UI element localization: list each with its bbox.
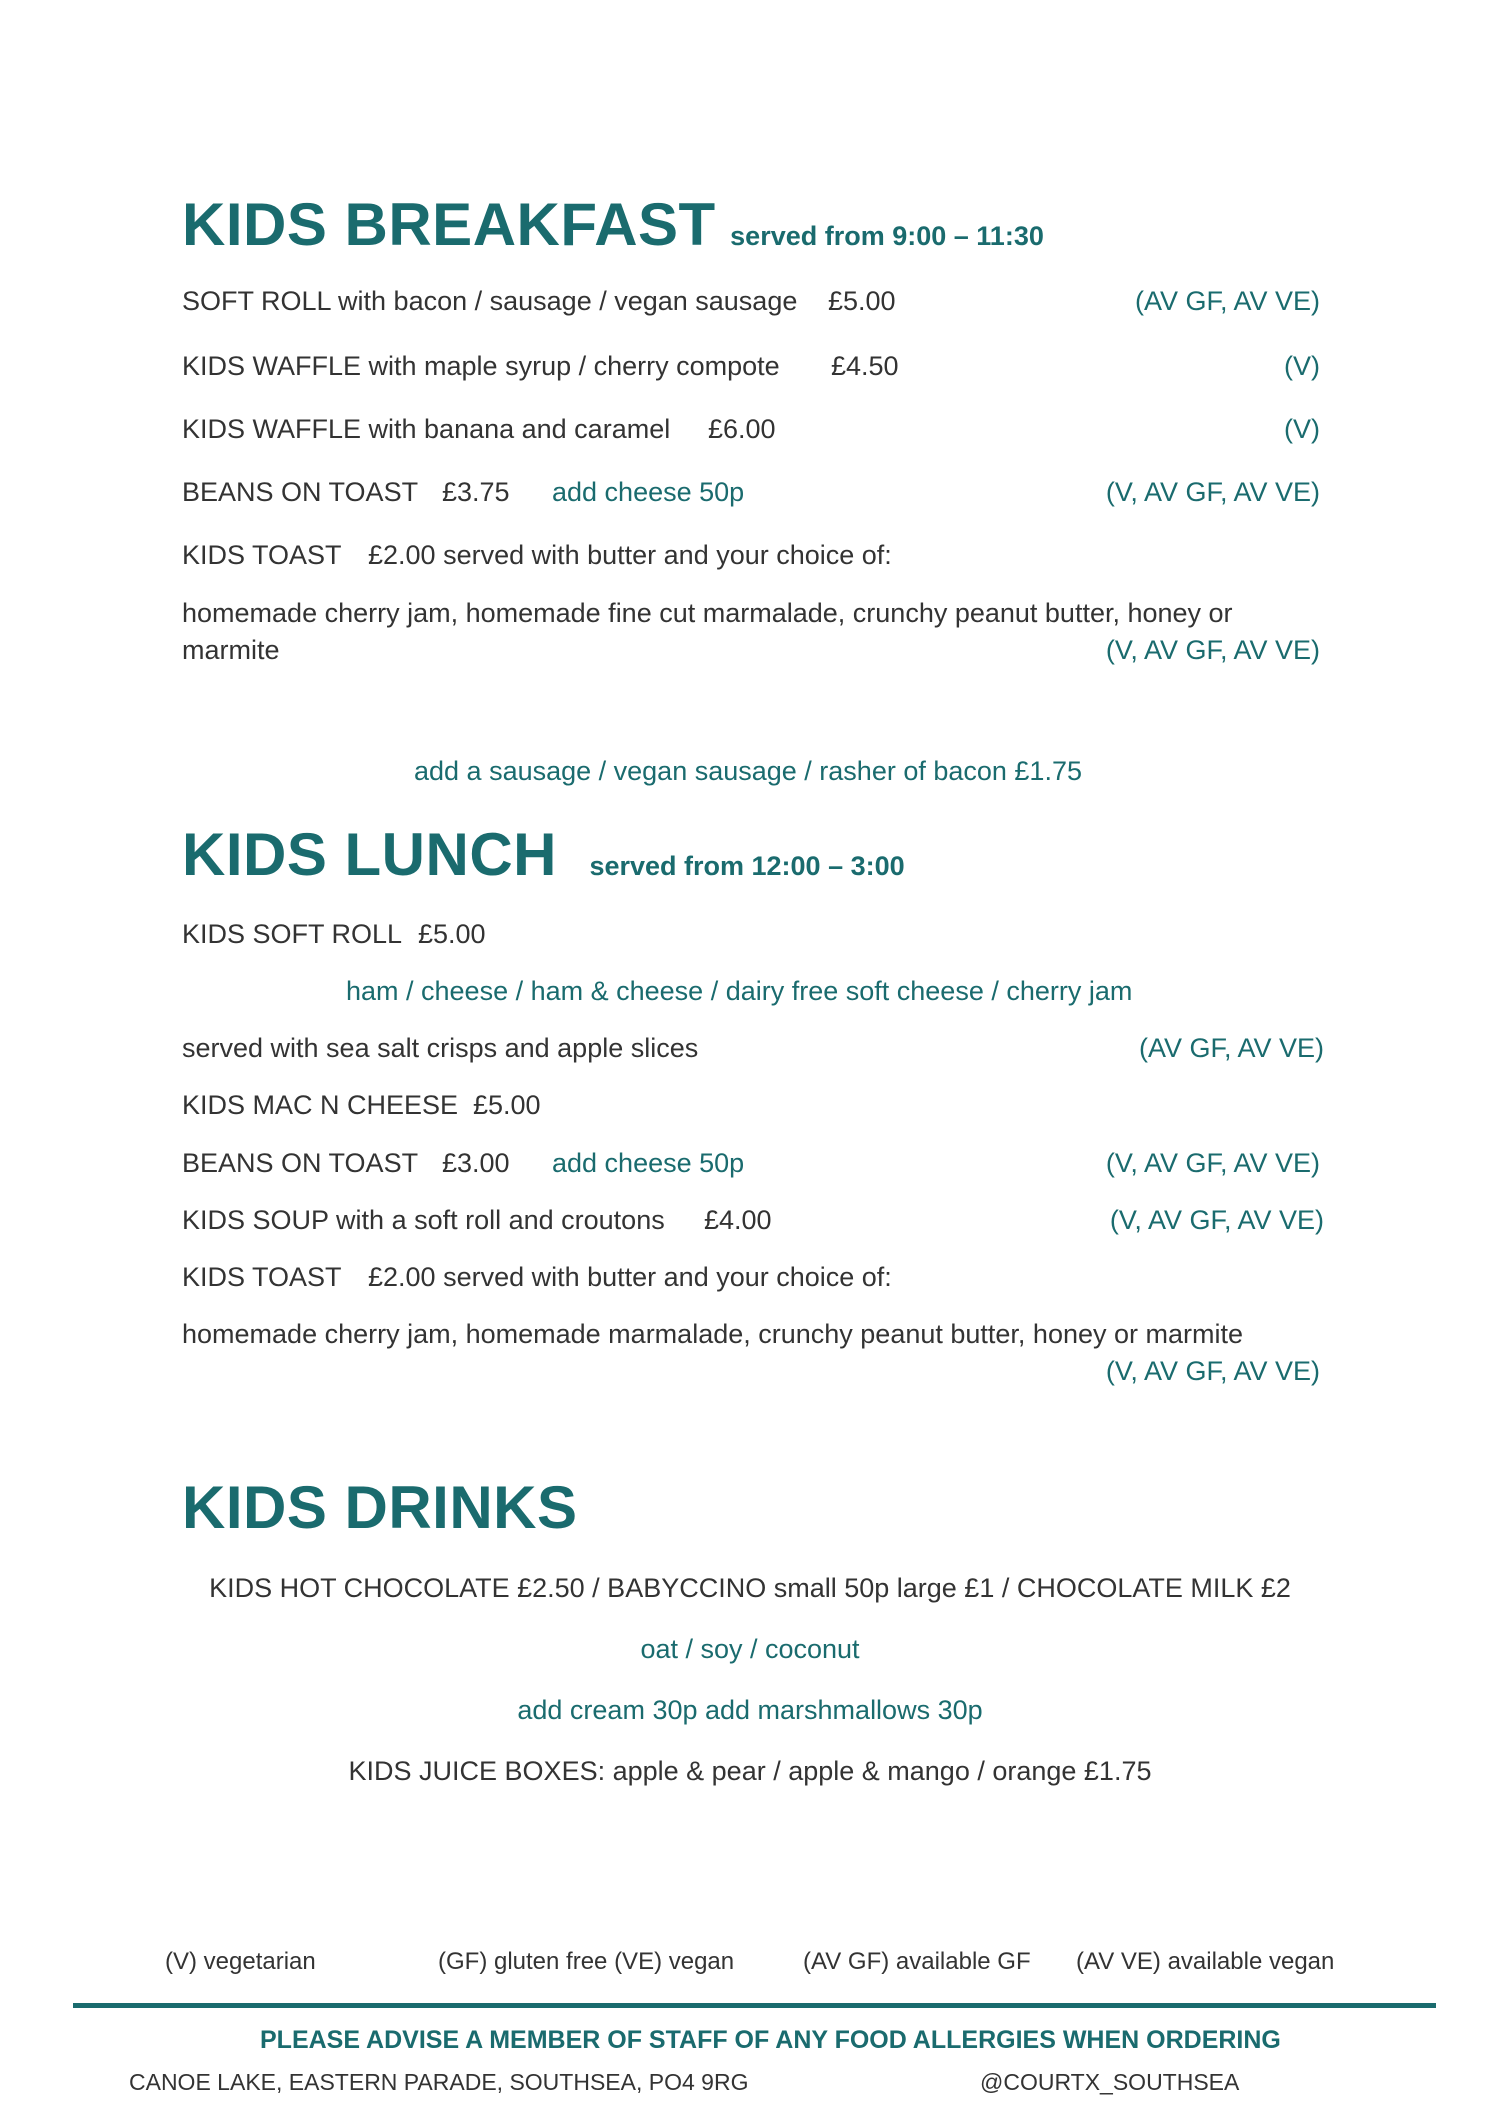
lunch-fillings: ham / cheese / ham & cheese / dairy free soft cheese / cherry jam (346, 976, 1133, 1006)
lunch-served-with-diet: (AV GF, AV VE) (1138, 1033, 1324, 1063)
footer-divider (73, 2003, 1436, 2008)
drinks-extras: add cream 30p add marshmallows 30p (517, 1695, 983, 1725)
lunch-title: KIDS LUNCH (182, 821, 557, 888)
drinks-milk-options: oat / soy / coconut (640, 1634, 860, 1664)
breakfast-toast-choices-cont: marmite (182, 635, 280, 665)
lunch-toast-choices: homemade cherry jam, homemade marmalade, crunchy peanut butter, honey or marmite (182, 1319, 1244, 1349)
drinks-juice-boxes: KIDS JUICE BOXES: apple & pear / apple & mango / orange £1.75 (348, 1756, 1152, 1786)
lunch-beans-name: BEANS ON TOAST (182, 1148, 419, 1178)
lunch-soup-name: KIDS SOUP with a soft roll and croutons (182, 1205, 665, 1235)
lunch-soft-roll-name: KIDS SOFT ROLL (182, 919, 403, 949)
legend-gluten-free-vegan: (GF) gluten free (VE) vegan (438, 1948, 735, 1975)
lunch-soft-roll-price: £5.00 (418, 919, 486, 949)
legend-available-gf: (AV GF) available GF (803, 1948, 1031, 1975)
breakfast-item-name: KIDS TOAST (182, 540, 342, 570)
lunch-beans-extra: add cheese 50p (552, 1148, 745, 1178)
lunch-toast-name: KIDS TOAST (182, 1262, 342, 1292)
breakfast-item-name: KIDS WAFFLE with banana and caramel (182, 414, 671, 444)
breakfast-item-diet: (V) (1284, 351, 1320, 381)
breakfast-heading (182, 190, 1044, 260)
legend-available-vegan: (AV VE) available vegan (1076, 1948, 1335, 1975)
lunch-toast-price: £2.00 served with butter and your choice of: (368, 1262, 892, 1292)
breakfast-item-name: KIDS WAFFLE with maple syrup / cherry compote (182, 351, 780, 381)
breakfast-item-extra: add cheese 50p (552, 477, 745, 507)
lunch-served-with: served with sea salt crisps and apple slices (182, 1033, 699, 1063)
breakfast-item-name: SOFT ROLL with bacon / sausage / vegan sausage (182, 286, 798, 316)
drinks-title: KIDS DRINKS (182, 1474, 578, 1541)
drinks-line: KIDS HOT CHOCOLATE £2.50 / BABYCCINO small 50p large £1 / CHOCOLATE MILK £2 (209, 1573, 1291, 1603)
lunch-mac-name: KIDS MAC N CHEESE (182, 1090, 459, 1120)
lunch-served-time: served from 12:00 – 3:00 (589, 851, 905, 881)
lunch-heading (182, 820, 905, 890)
lunch-beans-price: £3.00 (442, 1148, 510, 1178)
breakfast-item-price: £4.50 (831, 351, 899, 381)
footer-address: CANOE LAKE, EASTERN PARADE, SOUTHSEA, PO4 9RG (129, 2069, 749, 2095)
breakfast-item-price: £6.00 (708, 414, 776, 444)
lunch-mac-price: £5.00 (473, 1090, 541, 1120)
breakfast-item-name: BEANS ON TOAST (182, 477, 419, 507)
lunch-soup-diet: (V, AV GF, AV VE) (1109, 1205, 1324, 1235)
breakfast-served-time: served from 9:00 – 11:30 (730, 221, 1044, 251)
breakfast-toast-choices: homemade cherry jam, homemade fine cut marmalade, crunchy peanut butter, honey or (182, 598, 1233, 628)
lunch-beans-diet: (V, AV GF, AV VE) (1105, 1148, 1320, 1178)
allergy-notice: PLEASE ADVISE A MEMBER OF STAFF OF ANY FOOD ALLERGIES WHEN ORDERING (260, 2026, 1281, 2054)
breakfast-item-price: £3.75 (442, 477, 510, 507)
breakfast-title: KIDS BREAKFAST (182, 191, 716, 258)
breakfast-toast-diet: (V, AV GF, AV VE) (1105, 635, 1320, 665)
breakfast-item-diet: (AV GF, AV VE) (1134, 286, 1320, 316)
lunch-toast-diet: (V, AV GF, AV VE) (1105, 1356, 1320, 1386)
lunch-soup-price: £4.00 (704, 1205, 772, 1235)
breakfast-item-price: £2.00 served with butter and your choice of: (368, 540, 892, 570)
breakfast-item-diet: (V) (1284, 414, 1320, 444)
breakfast-item-price: £5.00 (828, 286, 896, 316)
footer-social-handle: @COURTX_SOUTHSEA (980, 2069, 1240, 2095)
legend-vegetarian: (V) vegetarian (165, 1948, 316, 1975)
breakfast-item-diet: (V, AV GF, AV VE) (1105, 477, 1320, 507)
breakfast-addon: add a sausage / vegan sausage / rasher of bacon £1.75 (414, 756, 1082, 786)
